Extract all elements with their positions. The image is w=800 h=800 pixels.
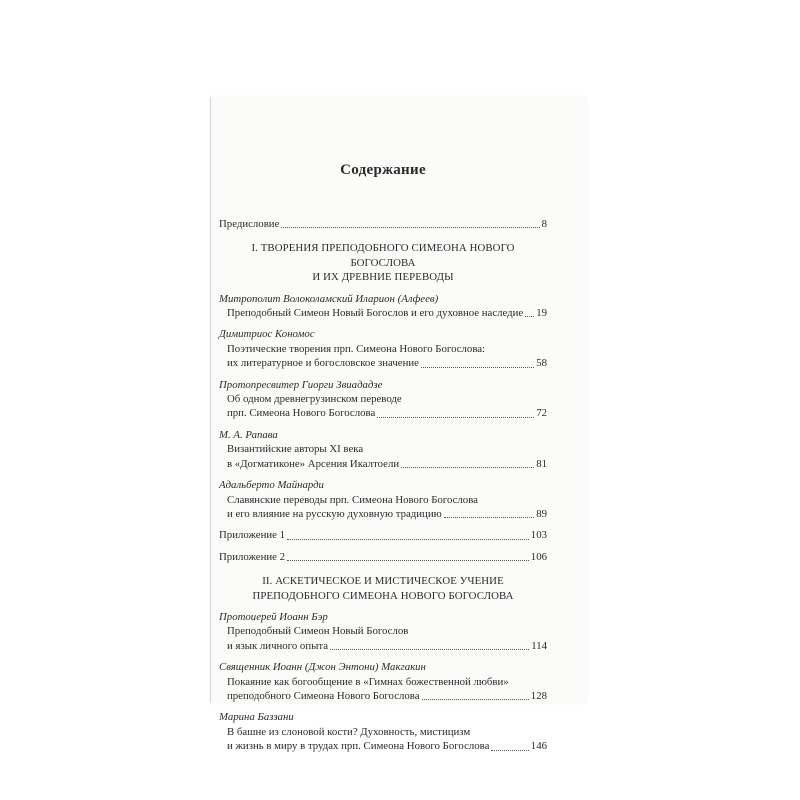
section-1-entries (219, 292, 547, 522)
entry-author: Протоиерей Иоанн Бэр (219, 610, 328, 623)
entry-title: Приложение 2 (219, 550, 286, 563)
page-number: 58 (536, 357, 547, 370)
entry-title-line: преподобного Симеона Нового Богослова (227, 689, 420, 702)
entry-last-line (219, 406, 547, 420)
entry-author: Адальберто Майнарди (219, 479, 324, 492)
entry-title-line: в «Догматиконе» Арсения Икалтоели (227, 457, 400, 470)
entry-author: Протопресвитер Гиорги Звиададзе (219, 378, 383, 391)
toc-entry-appendix-2 (219, 550, 547, 564)
page-title: Содержание (340, 162, 426, 178)
dot-leader (421, 367, 534, 368)
page-number: 103 (530, 529, 547, 542)
page-number: 146 (530, 740, 547, 753)
section-heading-line: И ИХ ДРЕВНИЕ ПЕРЕВОДЫ (312, 271, 454, 284)
dot-leader (525, 316, 534, 317)
section-heading-line: I. ТВОРЕНИЯ ПРЕПОДОБНОГО СИМЕОНА НОВОГО БОГОСЛОВА (251, 242, 515, 269)
dot-leader (422, 699, 529, 700)
entry-title-line: Преподобный Симеон Новый Богослов (227, 625, 409, 638)
toc-entry (219, 610, 547, 653)
entry-author: Димитриос Кономос (219, 328, 315, 341)
entry-title-line: Об одном древнегрузинском переводе (227, 393, 402, 406)
entry-title-line: прп. Симеона Нового Богослова (227, 407, 376, 420)
entry-author: М. А. Рапава (219, 428, 278, 441)
page-number: 19 (536, 307, 547, 320)
page-number: 128 (530, 689, 547, 702)
toc-entry-preface (219, 217, 547, 231)
entry-last-line (219, 739, 547, 753)
entry-last-line (219, 306, 547, 320)
entry-title-line: Преподобный Симеон Новый Богослов и его духовное наследие (227, 307, 524, 320)
page-number: 8 (541, 218, 547, 230)
page-number: 89 (536, 507, 547, 520)
toc-entry (219, 327, 547, 370)
dot-leader (491, 750, 528, 751)
toc-entry (219, 478, 547, 521)
toc-entry (219, 292, 547, 321)
toc-entry-appendix-1 (219, 528, 547, 542)
entry-title: Предисловие (219, 218, 280, 230)
entry-last-line (219, 457, 547, 471)
section-2-entries (219, 610, 547, 754)
toc-entry (219, 428, 547, 471)
page-number: 106 (530, 550, 547, 563)
entry-last-line (219, 639, 547, 653)
entry-author: Священник Иоанн (Джон Энтони) Макгакин (219, 661, 426, 674)
entry-last-line (219, 689, 547, 703)
entry-title-line: и язык личного опыта (227, 639, 329, 652)
entry-last-line (219, 356, 547, 370)
page-number: 114 (531, 639, 547, 652)
section-heading-line: II. АСКЕТИЧЕСКОЕ И МИСТИЧЕСКОЕ УЧЕНИЕ (262, 575, 504, 588)
entry-title-line: Покаяние как богообщение в «Гимнах божественной любви» (227, 675, 509, 688)
entry-title-line: Славянские переводы прп. Симеона Нового Богослова (227, 493, 478, 506)
section-2-heading (219, 574, 547, 603)
entry-title-line: и его влияние на русскую духовную традицию (227, 507, 442, 520)
dot-leader (401, 467, 534, 468)
section-1-heading (219, 241, 547, 284)
entry-title-line: их литературное и богословское значение (227, 357, 419, 370)
entry-title-line: Поэтические творения прп. Симеона Нового Богослова: (227, 342, 486, 355)
toc-entry (219, 710, 547, 753)
toc-entry (219, 378, 547, 421)
section-heading-line: ПРЕПОДОБНОГО СИМЕОНА НОВОГО БОГОСЛОВА (252, 589, 514, 602)
dot-leader (281, 227, 539, 228)
table-of-contents (219, 160, 547, 754)
dot-leader (287, 539, 529, 540)
entry-title-line: В башне из слоновой кости? Духовность, мистицизм (227, 725, 471, 738)
dot-leader (287, 560, 529, 561)
entry-author: Марина Баззани (219, 711, 294, 724)
entry-last-line (219, 507, 547, 521)
page-number: 81 (536, 457, 547, 470)
entry-author: Митрополит Волоколамский Иларион (Алфеев) (219, 292, 439, 305)
entry-title-line: Византийские авторы XI века (227, 443, 364, 456)
entry-title: Приложение 1 (219, 529, 286, 542)
page-number: 72 (536, 407, 547, 420)
dot-leader (444, 517, 535, 518)
toc-entry (219, 660, 547, 703)
entry-title-line: и жизнь в миру в трудах прп. Симеона Нового Богослова (227, 740, 490, 753)
dot-leader (330, 649, 529, 650)
dot-leader (377, 417, 534, 418)
